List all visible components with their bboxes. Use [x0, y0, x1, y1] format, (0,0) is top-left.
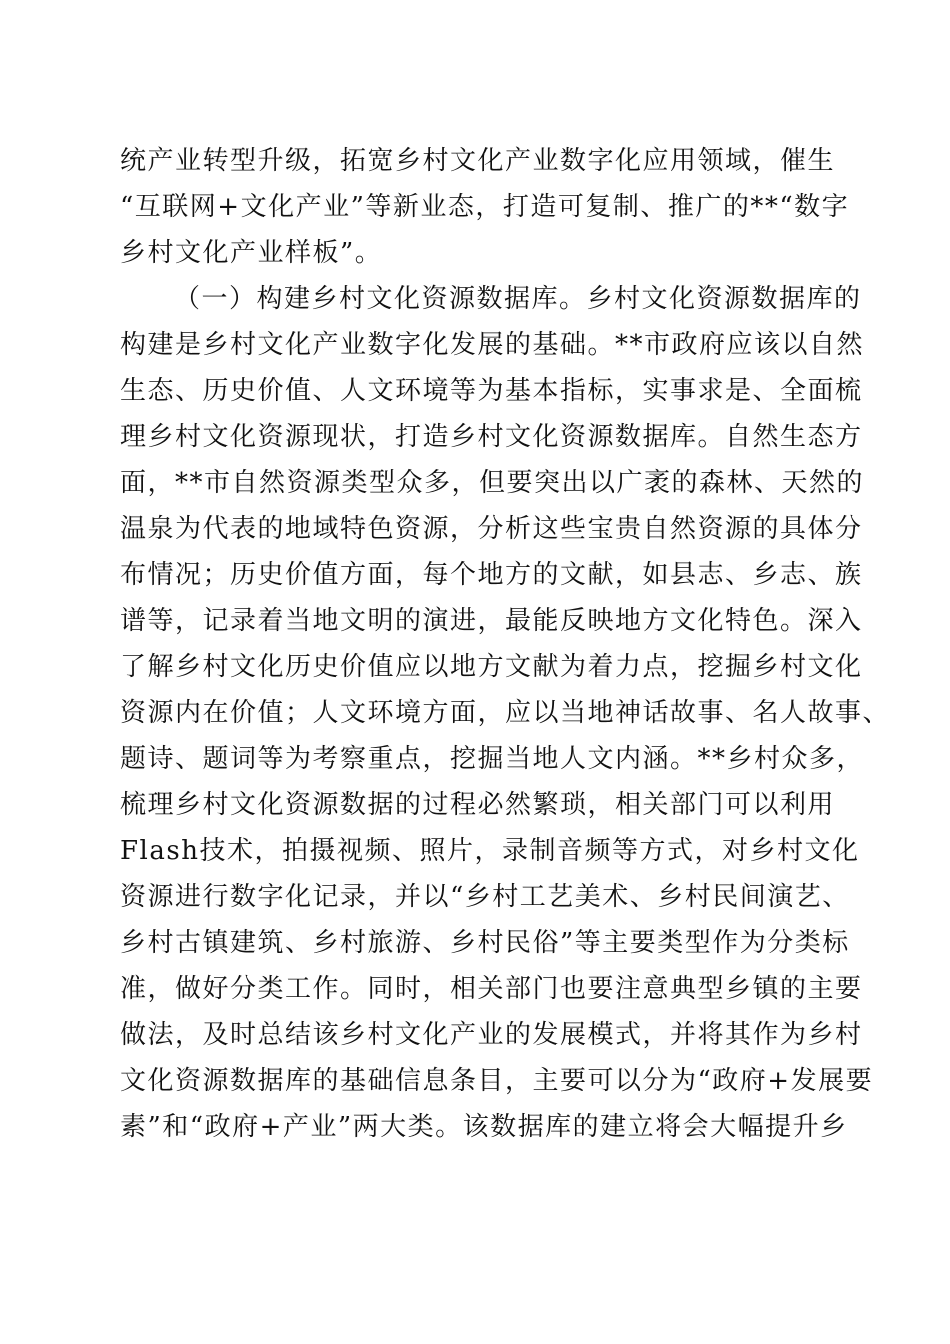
text-line: 布情况；历史价值方面，每个地方的文献，如县志、乡志、族	[120, 560, 863, 590]
text-line: Flash技术，拍摄视频、照片，录制音频等方式，对乡村文化	[120, 836, 860, 866]
text-line: 梳理乡村文化资源数据的过程必然繁琐，相关部门可以利用	[120, 790, 836, 820]
text-line: 面，**市自然资源类型众多，但要突出以广袤的森林、天然的	[120, 468, 865, 498]
text-line: 资源进行数字化记录，并以“乡村工艺美术、乡村民间演艺、	[120, 882, 850, 912]
text-line: 文化资源数据库的基础信息条目，主要可以分为“政府+发展要	[120, 1066, 874, 1096]
text-line: 谱等，记录着当地文明的演进，最能反映地方文化特色。深入	[120, 606, 863, 636]
text-line: 资源内在价值；人文环境方面，应以当地神话故事、名人故事、	[120, 698, 891, 728]
text-line: 题诗、题词等为考察重点，挖掘当地人文内涵。**乡村众多，	[120, 744, 865, 774]
section-heading-line: （一）构建乡村文化资源数据库。乡村文化资源数据库的	[174, 284, 862, 314]
document-body-text	[120, 138, 891, 1150]
text-line: 乡村古镇建筑、乡村旅游、乡村民俗”等主要类型作为分类标	[120, 928, 850, 958]
text-line: 统产业转型升级，拓宽乡村文化产业数字化应用领域，催生	[120, 146, 836, 176]
text-line: 构建是乡村文化产业数字化发展的基础。**市政府应该以自然	[120, 330, 865, 360]
text-line: 准，做好分类工作。同时，相关部门也要注意典型乡镇的主要	[120, 974, 863, 1004]
text-line: 理乡村文化资源现状，打造乡村文化资源数据库。自然生态方	[120, 422, 863, 452]
text-line: 乡村文化产业样板”。	[120, 238, 383, 268]
text-line: “互联网+文化产业”等新业态，打造可复制、推广的**“数字	[120, 192, 850, 222]
text-line: 素”和“政府+产业”两大类。该数据库的建立将会大幅提升乡	[120, 1112, 848, 1142]
text-line: 温泉为代表的地域特色资源，分析这些宝贵自然资源的具体分	[120, 514, 863, 544]
text-line: 做法，及时总结该乡村文化产业的发展模式，并将其作为乡村	[120, 1020, 863, 1050]
text-line: 了解乡村文化历史价值应以地方文献为着力点，挖掘乡村文化	[120, 652, 863, 682]
text-line: 生态、历史价值、人文环境等为基本指标，实事求是、全面梳	[120, 376, 863, 406]
